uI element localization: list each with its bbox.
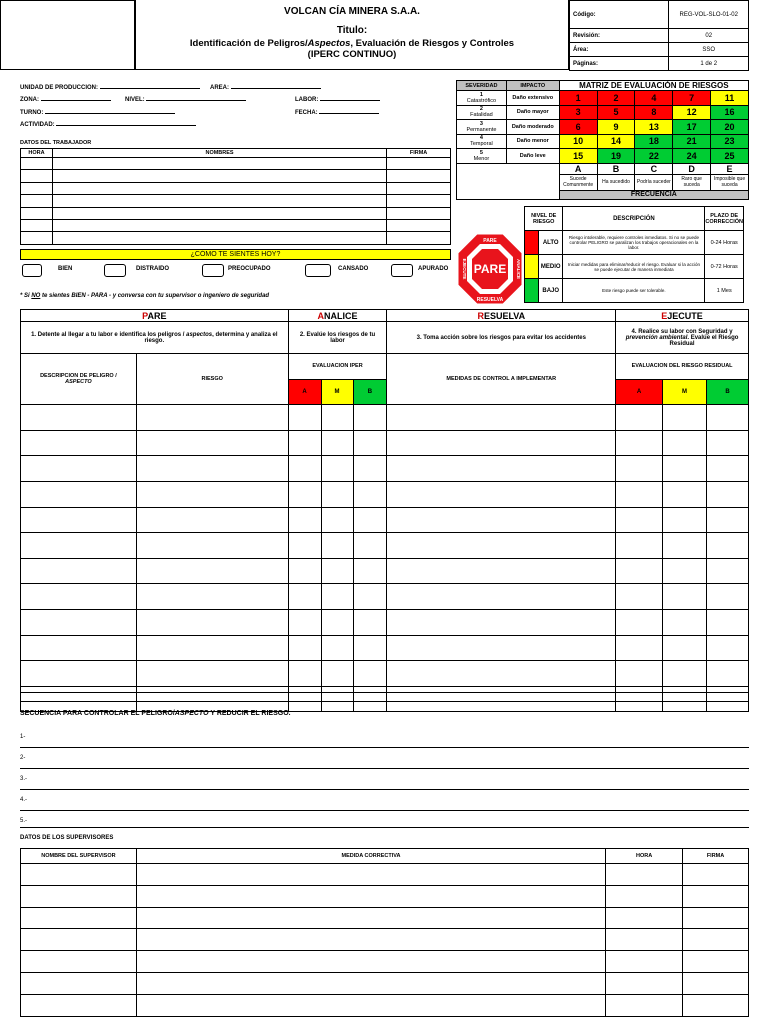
feeling-question: ¿CÓMO TE SIENTES HOY? [20,249,451,260]
table-cell[interactable] [663,507,707,533]
step-header-pare: PARE [21,310,289,322]
table-row [21,207,451,219]
table-cell[interactable] [353,533,387,559]
severity-cell: 4 Temporal [457,134,507,149]
table-cell[interactable] [288,661,321,687]
matrix-cell: 18 [635,134,673,149]
table-cell[interactable] [21,533,137,559]
step-desc-3: 3. Toma acción sobre los riesgos para evitar los accidentes [387,322,616,354]
table-cell[interactable] [663,661,707,687]
step-desc-2: 2. Evalúe los riesgos de tu labor [288,322,387,354]
table-cell[interactable] [706,481,748,507]
table-cell[interactable] [387,609,616,635]
table-cell[interactable] [288,635,321,661]
table-row [21,170,451,182]
col-impacto: IMPACTO [506,81,559,91]
matrix-cell: 10 [559,134,597,149]
col-riesgo: RIESGO [136,354,288,405]
table-row [21,405,749,431]
freq-desc: Raro que suceda [673,174,711,190]
table-cell[interactable] [21,558,137,584]
field-fecha[interactable]: FECHA: [295,110,379,116]
table-row [21,533,749,559]
table-cell[interactable] [21,456,137,482]
meta-label: Código: [570,1,669,29]
table-cell[interactable] [288,456,321,482]
matrix-cell: 5 [597,105,635,120]
company-name: VOLCAN CÍA MINERA S.A.A. [284,6,420,17]
table-cell[interactable] [683,864,749,886]
col-peligro: DESCRIPCION DE PELIGRO / ASPECTO [21,354,137,405]
table-cell[interactable] [21,864,137,886]
title-label: Titulo: [336,25,368,36]
table-row [21,430,749,456]
table-cell[interactable] [21,994,137,1016]
table-row [21,219,451,231]
table-cell[interactable] [136,481,288,507]
impact-cell: Daño moderado [506,120,559,135]
col-supervisor: NOMBRE DEL SUPERVISOR [21,849,137,864]
sign-top-text: PARE [483,238,497,244]
supervisors-section-title: DATOS DE LOS SUPERVISORES [20,835,114,841]
table-cell[interactable] [353,558,387,584]
meta-value: SSO [669,43,749,57]
table-cell[interactable] [616,507,663,533]
severity-cell: 2 Fatalidad [457,105,507,120]
col-medidas: MEDIDAS DE CONTROL A IMPLEMENTAR [387,354,616,405]
table-cell[interactable] [21,507,137,533]
table-cell[interactable] [136,635,288,661]
table-cell[interactable] [663,456,707,482]
table-row [21,182,451,194]
field-unidad[interactable]: UNIDAD DE PRODUCCION: [20,85,200,91]
table-cell[interactable] [288,533,321,559]
table-cell[interactable] [606,929,683,951]
table-cell[interactable] [321,609,353,635]
matrix-cell: 21 [673,134,711,149]
sequence-title: SECUENCIA PARA CONTROLAR EL PELIGRO/ASPECTO Y REDUCIR EL RIESGO. [20,710,291,717]
table-cell[interactable] [683,972,749,994]
option-label: PREOCUPADO [228,266,271,272]
severity-cell: 3 Permanente [457,120,507,135]
col-severidad: SEVERIDAD [457,81,507,91]
checkbox-cansado[interactable] [305,264,331,277]
residual-m: M [663,379,707,405]
table-cell[interactable] [616,430,663,456]
table-cell[interactable] [387,661,616,687]
col-hora: HORA [606,849,683,864]
meta-value: 1 de 2 [669,57,749,71]
table-cell[interactable] [136,972,605,994]
meta-label: Revisión: [570,29,669,43]
field-area[interactable]: AREA: [210,85,321,91]
table-cell[interactable] [663,558,707,584]
matrix-cell: 15 [559,149,597,164]
table-cell[interactable] [606,864,683,886]
table-cell[interactable] [606,951,683,973]
sequence-item[interactable]: 4.- [20,790,749,811]
table-cell[interactable] [136,507,288,533]
level-plazo: 0-72 Horas [705,255,744,279]
col-descripcion: DESCRIPCIÓN [563,207,705,231]
table-row [21,232,451,244]
table-cell[interactable] [21,907,137,929]
table-cell[interactable] [706,405,748,431]
matrix-cell: 1 [559,91,597,106]
table-row [21,456,749,482]
field-nivel[interactable]: NIVEL: [125,97,246,103]
freq-letter: A [559,163,597,174]
table-cell[interactable] [21,430,137,456]
level-color-bajo [525,279,539,303]
table-cell[interactable] [136,558,288,584]
table-cell[interactable] [21,929,137,951]
table-cell[interactable] [387,430,616,456]
table-cell[interactable] [321,635,353,661]
table-cell[interactable] [321,405,353,431]
table-cell[interactable] [353,507,387,533]
table-row [21,635,749,661]
sequence-spacer [20,692,749,702]
table-cell[interactable] [387,584,616,610]
table-cell[interactable] [616,661,663,687]
table-cell[interactable] [288,430,321,456]
table-cell[interactable] [353,635,387,661]
table-cell[interactable] [288,405,321,431]
table-cell[interactable] [706,558,748,584]
table-row [21,584,749,610]
table-cell[interactable] [706,609,748,635]
freq-letter: B [597,163,635,174]
table-row [21,507,749,533]
supervisors-table [20,848,749,1017]
level-plazo: 0-24 Horas [705,231,744,255]
table-cell[interactable] [21,405,137,431]
col-medida: MEDIDA CORRECTIVA [136,849,605,864]
matrix-cell: 6 [559,120,597,135]
table-cell[interactable] [136,456,288,482]
freq-letter: E [711,163,749,174]
col-evaluacion-iper: EVALUACION IPER [288,354,387,380]
table-cell[interactable] [136,885,605,907]
table-cell[interactable] [136,430,288,456]
freq-desc: Sucede Comunmente [559,174,597,190]
step-header-resuelva: RESUELVA [387,310,616,322]
table-row [21,195,451,207]
option-label: DISTRAIDO [136,266,169,272]
table-row [21,972,749,994]
severity-cell: 5 Menor [457,149,507,164]
impact-cell: Daño leve [506,149,559,164]
table-row [21,609,749,635]
sign-center-text: PARE [473,262,507,276]
level-name: MEDIO [539,255,563,279]
table-cell[interactable] [683,994,749,1016]
freq-desc: Podría suceder [635,174,673,190]
level-name: ALTO [539,231,563,255]
table-cell[interactable] [136,864,605,886]
table-cell[interactable] [616,533,663,559]
level-color-medio [525,255,539,279]
sequence-item[interactable]: 5.- [20,811,749,828]
table-cell[interactable] [136,929,605,951]
table-cell[interactable] [353,405,387,431]
option-label: BIEN [58,266,73,272]
table-row [21,661,749,687]
checkbox-bien[interactable] [22,264,42,277]
table-cell[interactable] [663,584,707,610]
residual-a: A [616,379,663,405]
stop-sign-icon [456,232,524,306]
table-cell[interactable] [683,907,749,929]
level-color-alto [525,231,539,255]
table-cell[interactable] [353,609,387,635]
table-cell[interactable] [353,430,387,456]
table-cell[interactable] [706,430,748,456]
table-cell[interactable] [616,558,663,584]
level-desc: Riesgo intolerable, requiere controles inmediatos. Si no se puede controlar PELIGRO se paralizan los trabajos operacionales en la labor. [563,231,705,255]
table-cell[interactable] [136,533,288,559]
col-nombres: NOMBRES [52,149,386,158]
level-desc: Este riesgo puede ser tolerable. [563,279,705,303]
sign-left-text: EJECUTE [462,258,467,280]
matrix-cell: 2 [597,91,635,106]
table-row [21,907,749,929]
table-cell[interactable] [616,405,663,431]
impact-cell: Daño mayor [506,105,559,120]
table-cell[interactable] [353,456,387,482]
table-cell[interactable] [706,661,748,687]
table-cell[interactable] [706,635,748,661]
sign-right-text: ANALICE [516,259,521,279]
table-row [21,864,749,886]
table-cell[interactable] [606,994,683,1016]
table-cell[interactable] [288,481,321,507]
step-desc-1: 1. Detente al llegar a tu labor e identifica los peligros / aspectos, determina y analiza el riesgo. [21,322,289,354]
col-nivel: NIVEL DE RIESGO [525,207,563,231]
sequence-item[interactable]: 1- [20,728,749,748]
table-row [21,885,749,907]
matrix-cell: 19 [597,149,635,164]
title-line-2: (IPERC CONTINUO) [307,49,397,60]
matrix-cell: 14 [597,134,635,149]
table-cell[interactable] [663,533,707,559]
matrix-cell: 23 [711,134,749,149]
table-cell[interactable] [21,609,137,635]
table-cell[interactable] [387,507,616,533]
table-cell[interactable] [606,907,683,929]
table-cell[interactable] [683,929,749,951]
table-cell[interactable] [321,507,353,533]
meta-value: REG-VOL-SLO-01-02 [669,1,749,29]
impact-cell: Daño extensivo [506,91,559,106]
table-row [21,994,749,1016]
col-hora: HORA [21,149,53,158]
severity-cell: 1 Catastrófico [457,91,507,106]
sequence-item[interactable]: 2- [20,748,749,769]
table-cell[interactable] [606,885,683,907]
table-cell[interactable] [21,972,137,994]
meta-value: 02 [669,29,749,43]
table-cell[interactable] [136,405,288,431]
matrix-cell: 24 [673,149,711,164]
table-cell[interactable] [616,609,663,635]
table-cell[interactable] [353,481,387,507]
risk-level-legend [524,206,744,303]
table-cell[interactable] [21,635,137,661]
matrix-cell: 16 [711,105,749,120]
document-meta-table [569,0,749,71]
workers-table [20,148,451,245]
meta-label: Páginas: [570,57,669,71]
table-cell[interactable] [616,456,663,482]
table-cell[interactable] [136,994,605,1016]
freq-desc: Ha sucedido [597,174,635,190]
table-cell[interactable] [353,661,387,687]
table-cell[interactable] [663,405,707,431]
sign-bottom-text: RESUELVA [476,297,504,303]
table-cell[interactable] [387,481,616,507]
table-cell[interactable] [321,481,353,507]
freq-letter: C [635,163,673,174]
matrix-cell: 3 [559,105,597,120]
table-cell[interactable] [616,584,663,610]
matrix-cell: 11 [711,91,749,106]
table-cell[interactable] [353,584,387,610]
matrix-cell: 25 [711,149,749,164]
step-header-ejecute: EJECUTE [616,310,749,322]
table-cell[interactable] [21,885,137,907]
matrix-cell: 22 [635,149,673,164]
impact-cell: Daño menor [506,134,559,149]
freq-letter: D [673,163,711,174]
iper-a: A [288,379,321,405]
table-cell[interactable] [663,609,707,635]
meta-label: Área: [570,43,669,57]
risk-matrix [456,80,749,200]
freq-desc: Imposible que suceda [711,174,749,190]
col-plazo: PLAZO DE CORRECCIÓN [705,207,744,231]
table-cell[interactable] [136,609,288,635]
table-cell[interactable] [706,533,748,559]
matrix-title: MATRIZ DE EVALUACIÓN DE RIESGOS [559,81,748,91]
table-cell[interactable] [288,558,321,584]
level-name: BAJO [539,279,563,303]
table-cell[interactable] [21,481,137,507]
table-cell[interactable] [321,584,353,610]
table-row [21,558,749,584]
residual-b: B [706,379,748,405]
matrix-cell: 17 [673,120,711,135]
table-cell[interactable] [288,609,321,635]
table-row [21,481,749,507]
title-line-1: Identificación de Peligros/Aspectos, Evaluación de Riesgos y Controles [189,38,515,49]
table-row [21,929,749,951]
checkbox-preocupado[interactable] [202,264,224,277]
table-cell[interactable] [321,533,353,559]
table-cell[interactable] [387,533,616,559]
table-cell[interactable] [683,951,749,973]
matrix-cell: 13 [635,120,673,135]
table-cell[interactable] [321,430,353,456]
matrix-cell: 9 [597,120,635,135]
step-header-analice: ANALICE [288,310,387,322]
table-cell[interactable] [616,481,663,507]
table-cell[interactable] [136,907,605,929]
matrix-cell: 7 [673,91,711,106]
table-cell[interactable] [136,661,288,687]
table-cell[interactable] [387,558,616,584]
field-turno[interactable]: TURNO: [20,110,175,116]
iper-m: M [321,379,353,405]
table-cell[interactable] [606,972,683,994]
col-firma: FIRMA [683,849,749,864]
field-actividad[interactable]: ACTIVIDAD: [20,122,196,128]
step-desc-4: 4. Realice su labor con Seguridad y prevención ambiental. Evalúe el Riesgo Residual [616,322,749,354]
table-cell[interactable] [706,456,748,482]
table-cell[interactable] [387,456,616,482]
sequence-item[interactable]: 3.- [20,769,749,790]
level-desc: Iniciar medidas para eliminar/reducir el riesgo. Evaluar si la acción se puede ejecutar de manera inmediata [563,255,705,279]
document-title-block [135,0,569,70]
feeling-note: * Si NO te sientes BIEN - PARA - y conversa con tu supervisor o ingeniero de seguridad [20,293,270,299]
table-cell[interactable] [387,635,616,661]
option-label: CANSADO [338,266,369,272]
table-cell[interactable] [616,635,663,661]
col-riesgo-residual: EVALUACION DEL RIESGO RESIDUAL [616,354,749,380]
table-cell[interactable] [136,584,288,610]
evaluation-table [20,309,749,712]
table-cell[interactable] [706,507,748,533]
matrix-cell: 4 [635,91,673,106]
table-row [21,158,451,170]
field-zona[interactable]: ZONA: [20,97,111,103]
option-label: APURADO [418,266,449,272]
table-cell[interactable] [321,456,353,482]
table-cell[interactable] [288,584,321,610]
table-cell[interactable] [663,481,707,507]
table-cell[interactable] [387,405,616,431]
matrix-cell: 8 [635,105,673,120]
table-cell[interactable] [321,661,353,687]
checkbox-apurado[interactable] [391,264,413,277]
table-cell[interactable] [663,635,707,661]
table-cell[interactable] [21,951,137,973]
table-cell[interactable] [288,507,321,533]
matrix-cell: 20 [711,120,749,135]
workers-section-title: DATOS DEL TRABAJADOR [20,140,92,146]
table-cell[interactable] [21,584,137,610]
table-cell[interactable] [136,951,605,973]
iper-b: B [353,379,387,405]
freq-label: FRECUENCIA [559,190,748,199]
table-row [21,951,749,973]
checkbox-distraido[interactable] [104,264,126,277]
table-cell[interactable] [21,661,137,687]
field-labor[interactable]: LABOR: [295,97,380,103]
level-plazo: 1 Mes [705,279,744,303]
col-firma: FIRMA [387,149,451,158]
table-cell[interactable] [321,558,353,584]
table-cell[interactable] [683,885,749,907]
matrix-cell: 12 [673,105,711,120]
table-cell[interactable] [706,584,748,610]
logo-area [0,0,135,70]
sequence-list [20,728,749,828]
table-cell[interactable] [663,430,707,456]
